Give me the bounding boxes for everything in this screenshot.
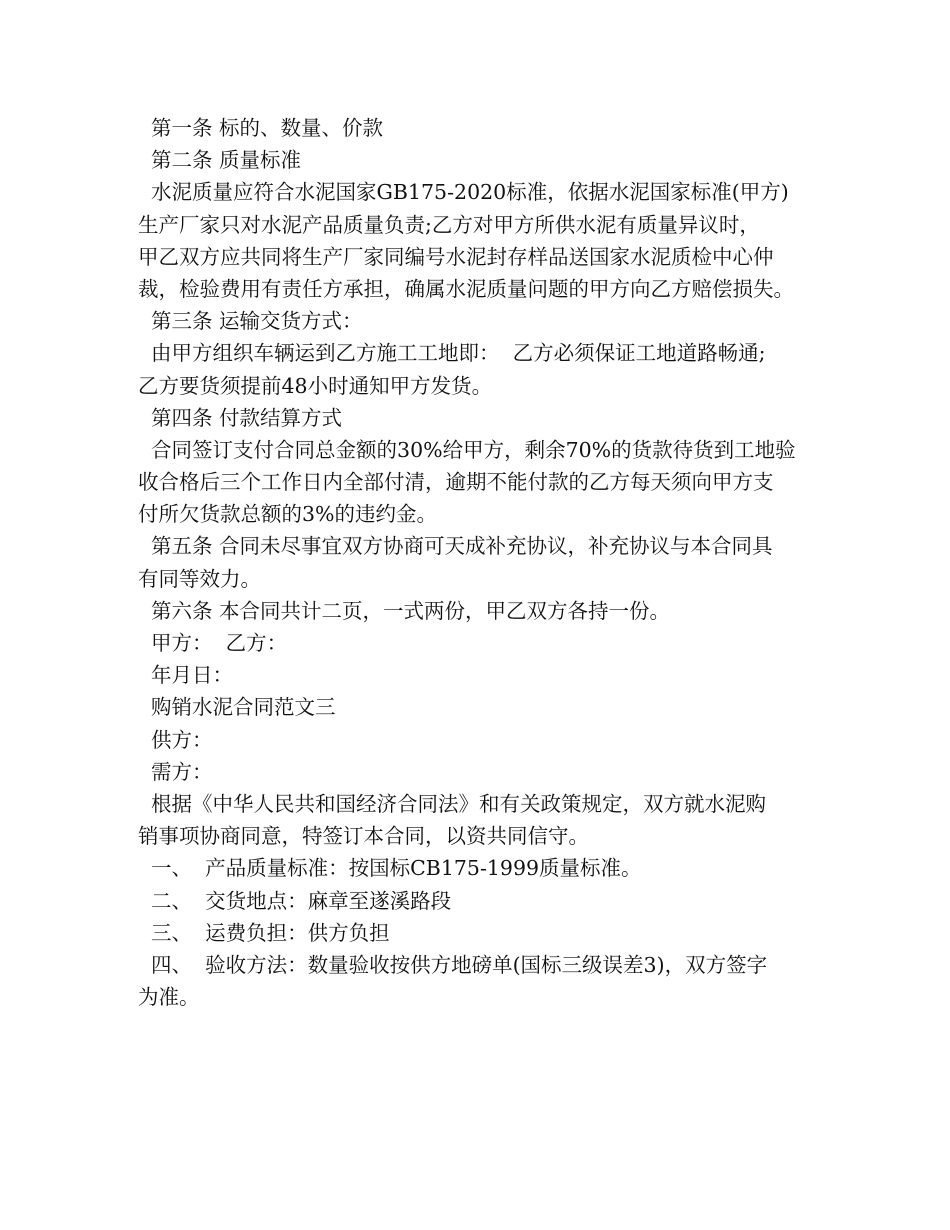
article-3-heading: 第三条 运输交货方式： xyxy=(138,309,363,334)
article-6-text: 第六条 本合同共计二页，一式两份，甲乙双方各持一份。 xyxy=(138,598,671,623)
article-2-text: 甲乙双方应共同将生产厂家同编号水泥封存样品送国家水泥质检中心仲 xyxy=(138,244,774,269)
preamble-text: 销事项协商同意，特签订本合同，以资共同信守。 xyxy=(138,824,589,849)
contract-text xyxy=(138,112,832,1013)
article-2-text: 裁，检验费用有责任方承担，确属水泥质量问题的甲方向乙方赔偿损失。 xyxy=(138,276,794,301)
article-2-heading: 第二条 质量标准 xyxy=(138,148,302,173)
supplier-label: 供方： xyxy=(138,727,213,752)
article-5-text: 第五条 合同未尽事宜双方协商可天成补充协议，补充协议与本合同具 xyxy=(138,534,773,559)
section-title: 购销水泥合同范文三 xyxy=(138,695,336,720)
clause-4: 四、 验收方法：数量验收按供方地磅单(国标三级误差3)，双方签字 xyxy=(138,952,768,977)
article-2-text: 生产厂家只对水泥产品质量负责;乙方对甲方所供水泥有质量异议时， xyxy=(138,212,760,237)
signature-date: 年月日： xyxy=(138,663,234,688)
article-4-text: 合同签订支付合同总金额的30%给甲方，剩余70%的货款待货到工地验 xyxy=(138,437,796,462)
article-4-text: 收合格后三个工作日内全部付清，逾期不能付款的乙方每天须向甲方支 xyxy=(138,470,774,495)
signature-parties: 甲方： 乙方： xyxy=(138,631,288,655)
article-2-text: 水泥质量应符合水泥国家GB175-2020标准，依据水泥国家标准(甲方) xyxy=(138,180,789,205)
article-4-text: 付所欠货款总额的3%的违约金。 xyxy=(138,502,438,527)
article-1-heading: 第一条 标的、数量、价款 xyxy=(138,116,384,140)
clause-4: 为准。 xyxy=(138,985,200,1010)
article-3-text: 由甲方组织车辆运到乙方施工工地即： 乙方必须保证工地道路畅通; xyxy=(138,341,766,366)
clause-2: 二、 交货地点：麻章至遂溪路段 xyxy=(138,888,452,913)
buyer-label: 需方： xyxy=(138,759,213,784)
clause-1: 一、 产品质量标准：按国标CB175-1999质量标准。 xyxy=(138,856,642,881)
clause-3: 三、 运费负担：供方负担 xyxy=(138,920,390,945)
article-3-text: 乙方要货须提前48小时通知甲方发货。 xyxy=(138,373,493,398)
preamble-text: 根据《中华人民共和国经济合同法》和有关政策规定，双方就水泥购 xyxy=(138,791,767,816)
article-5-text: 有同等效力。 xyxy=(138,566,261,591)
article-4-heading: 第四条 付款结算方式 xyxy=(138,405,343,430)
